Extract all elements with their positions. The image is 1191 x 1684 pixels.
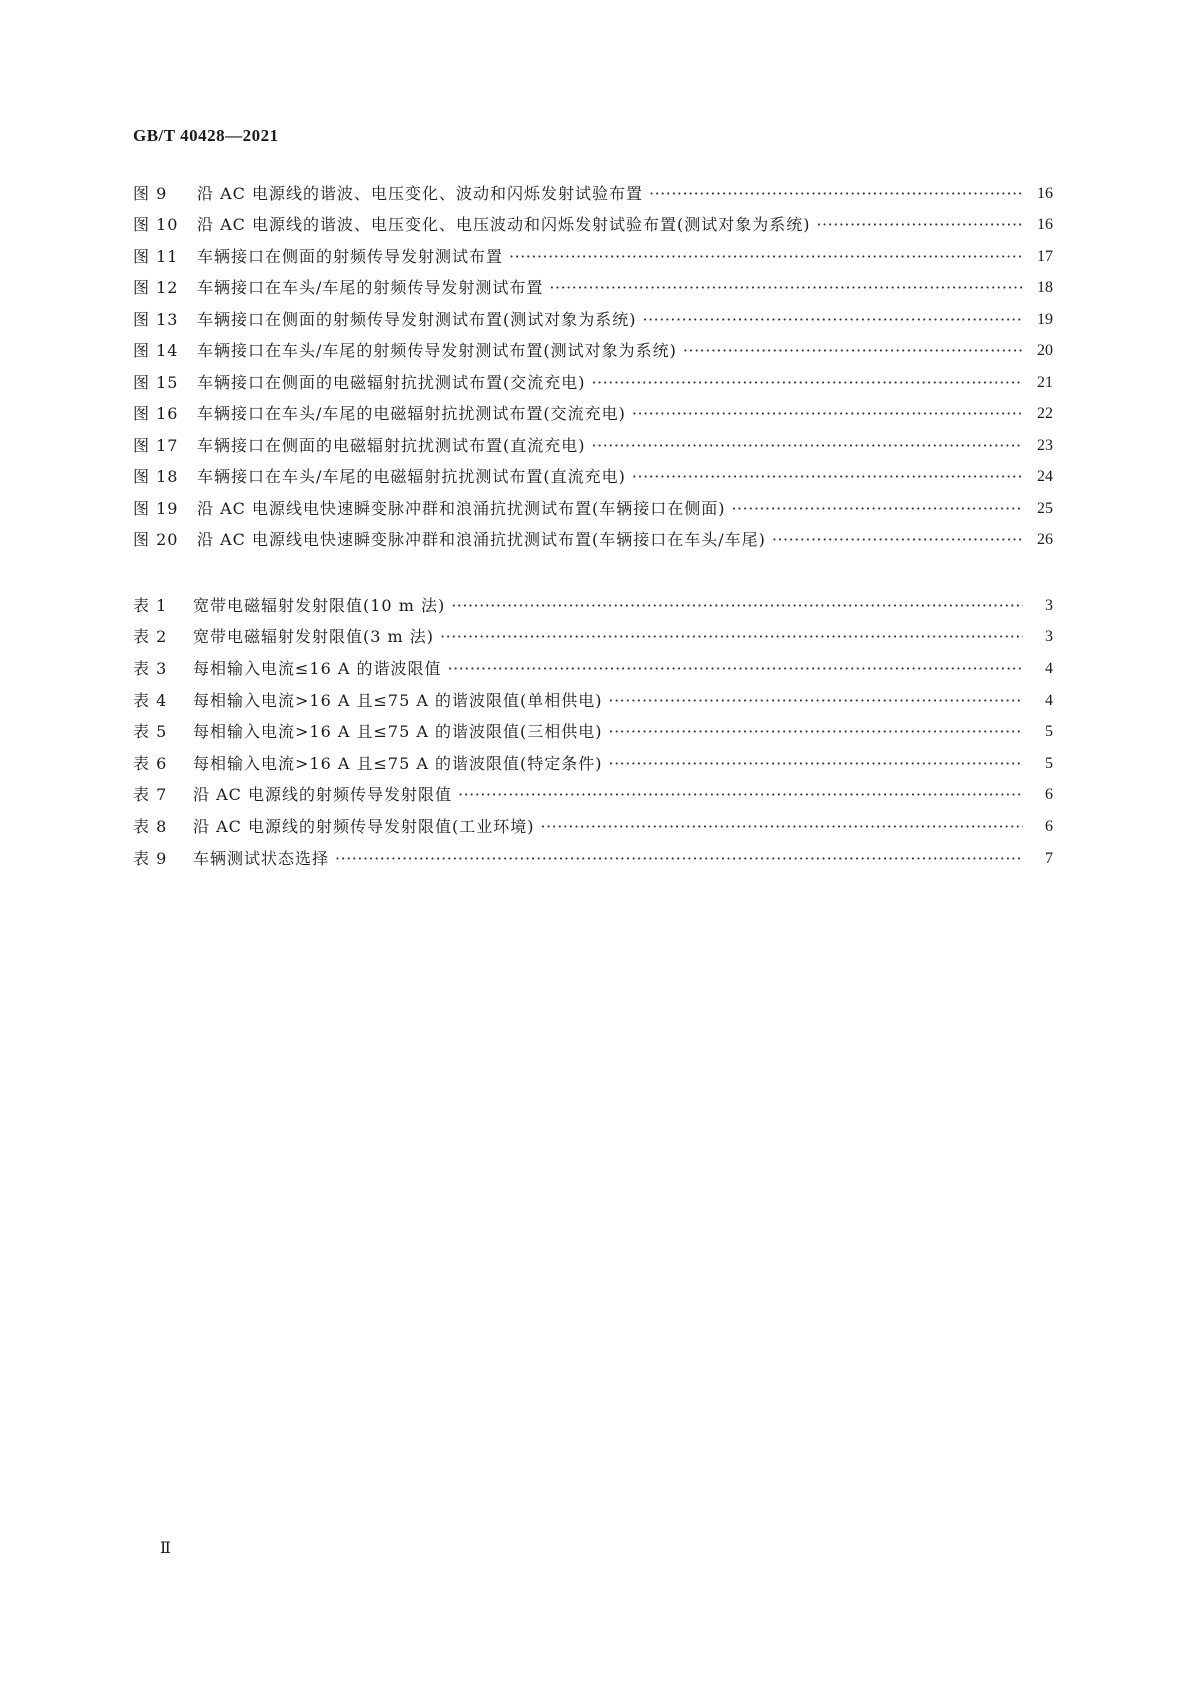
entry-title: 车辆接口在侧面的射频传导发射测试布置(测试对象为系统)	[197, 309, 637, 329]
entry-label: 表 6	[133, 753, 168, 773]
entry-label: 表 5	[133, 722, 168, 742]
entry-page: 24	[1037, 468, 1053, 486]
entry-title: 沿 AC 电源线电快速瞬变脉冲群和浪涌抗扰测试布置(车辆接口在侧面)	[197, 498, 726, 518]
dot-leader	[608, 721, 1023, 743]
dot-leader	[649, 183, 1023, 205]
dot-leader	[816, 214, 1023, 236]
entry-page: 5	[1045, 754, 1053, 772]
page-number: Ⅱ	[160, 1540, 171, 1557]
toc-entry[interactable]	[133, 748, 1053, 780]
entry-label: 图 10	[133, 215, 179, 235]
entry-label: 图 13	[133, 309, 179, 329]
entry-page: 20	[1037, 342, 1053, 360]
entry-label: 表 3	[133, 658, 168, 678]
entry-label: 图 14	[133, 341, 179, 361]
dot-leader	[632, 466, 1023, 488]
dot-leader	[549, 277, 1023, 299]
dot-leader	[683, 340, 1023, 362]
entry-page: 3	[1045, 596, 1053, 614]
dot-leader	[540, 816, 1023, 838]
entry-title: 宽带电磁辐射发射限值(10 m 法)	[193, 595, 446, 615]
dot-leader	[509, 246, 1023, 268]
toc-entry[interactable]	[133, 590, 1053, 622]
entry-label: 图 17	[133, 435, 179, 455]
dot-leader	[643, 309, 1024, 331]
toc-entry[interactable]	[133, 304, 1053, 336]
entry-title: 车辆接口在侧面的射频传导发射测试布置	[197, 246, 504, 266]
entry-title: 沿 AC 电源线的谐波、电压变化、波动和闪烁发射试验布置	[197, 183, 643, 203]
entry-label: 表 8	[133, 816, 168, 836]
entry-title: 车辆接口在侧面的电磁辐射抗扰测试布置(交流充电)	[197, 372, 586, 392]
dot-leader	[731, 498, 1023, 520]
toc-entry[interactable]	[133, 493, 1053, 525]
toc-entry[interactable]	[133, 811, 1053, 843]
entry-label: 图 20	[133, 530, 179, 550]
dot-leader	[592, 435, 1024, 457]
entry-page: 16	[1037, 184, 1053, 202]
dot-leader	[335, 848, 1023, 870]
entry-page: 7	[1045, 849, 1053, 867]
entry-label: 图 18	[133, 467, 179, 487]
entry-title: 每相输入电流>16 A 且≤75 A 的谐波限值(特定条件)	[193, 753, 603, 773]
entry-page: 18	[1037, 279, 1053, 297]
entry-label: 表 1	[133, 595, 168, 615]
entry-page: 16	[1037, 216, 1053, 234]
entry-title: 每相输入电流>16 A 且≤75 A 的谐波限值(三相供电)	[193, 722, 603, 742]
entry-title: 车辆接口在车头/车尾的射频传导发射测试布置	[197, 278, 544, 298]
entry-label: 图 15	[133, 372, 179, 392]
entry-label: 图 11	[133, 246, 179, 266]
entry-title: 沿 AC 电源线的谐波、电压变化、电压波动和闪烁发射试验布置(测试对象为系统)	[197, 215, 811, 235]
figure-list	[133, 178, 1053, 556]
dot-leader	[440, 626, 1023, 648]
dot-leader	[458, 784, 1023, 806]
dot-leader	[608, 753, 1023, 775]
dot-leader	[608, 690, 1023, 712]
toc-entry[interactable]	[133, 273, 1053, 305]
toc-entry[interactable]	[133, 336, 1053, 368]
entry-label: 图 12	[133, 278, 179, 298]
entry-title: 车辆接口在车头/车尾的电磁辐射抗扰测试布置(交流充电)	[197, 404, 626, 424]
entry-page: 4	[1045, 691, 1053, 709]
dot-leader	[772, 529, 1023, 551]
toc-entry[interactable]	[133, 780, 1053, 812]
entry-label: 表 9	[133, 848, 168, 868]
entry-title: 车辆接口在侧面的电磁辐射抗扰测试布置(直流充电)	[197, 435, 586, 455]
dot-leader	[448, 658, 1024, 680]
entry-title: 车辆测试状态选择	[193, 848, 330, 868]
entry-page: 17	[1037, 247, 1053, 265]
toc-entry[interactable]	[133, 653, 1053, 685]
toc-entry[interactable]	[133, 462, 1053, 494]
dot-leader	[592, 372, 1024, 394]
entry-label: 表 2	[133, 627, 168, 647]
entry-page: 4	[1045, 659, 1053, 677]
entry-page: 25	[1037, 499, 1053, 517]
toc-entry[interactable]	[133, 178, 1053, 210]
entry-label: 表 7	[133, 785, 168, 805]
toc-entry[interactable]	[133, 399, 1053, 431]
table-list	[133, 590, 1053, 874]
entry-title: 沿 AC 电源线电快速瞬变脉冲群和浪涌抗扰测试布置(车辆接口在车头/车尾)	[197, 530, 766, 550]
entry-label: 表 4	[133, 690, 168, 710]
entry-page: 22	[1037, 405, 1053, 423]
entry-title: 每相输入电流>16 A 且≤75 A 的谐波限值(单相供电)	[193, 690, 603, 710]
entry-page: 26	[1037, 531, 1053, 549]
entry-page: 19	[1037, 310, 1053, 328]
document-code: GB/T 40428—2021	[133, 126, 279, 145]
entry-label: 图 16	[133, 404, 179, 424]
entry-title: 每相输入电流≤16 A 的谐波限值	[193, 658, 442, 678]
entry-page: 21	[1037, 373, 1053, 391]
entry-page: 23	[1037, 436, 1053, 454]
toc-entry[interactable]	[133, 685, 1053, 717]
entry-page: 5	[1045, 723, 1053, 741]
entry-page: 3	[1045, 628, 1053, 646]
entry-title: 车辆接口在车头/车尾的射频传导发射测试布置(测试对象为系统)	[197, 341, 677, 361]
entry-title: 沿 AC 电源线的射频传导发射限值	[193, 785, 452, 805]
entry-label: 图 19	[133, 498, 179, 518]
entry-title: 车辆接口在车头/车尾的电磁辐射抗扰测试布置(直流充电)	[197, 467, 626, 487]
entry-page: 6	[1045, 786, 1053, 804]
entry-title: 宽带电磁辐射发射限值(3 m 法)	[193, 627, 435, 647]
toc-entry[interactable]	[133, 622, 1053, 654]
dot-leader	[632, 403, 1023, 425]
toc-entry[interactable]	[133, 367, 1053, 399]
toc-entry[interactable]	[133, 430, 1053, 462]
toc-entry[interactable]	[133, 241, 1053, 273]
toc-entry[interactable]	[133, 210, 1053, 242]
dot-leader	[451, 595, 1023, 617]
toc-entry[interactable]	[133, 716, 1053, 748]
entry-title: 沿 AC 电源线的射频传导发射限值(工业环境)	[193, 816, 535, 836]
entry-page: 6	[1045, 817, 1053, 835]
toc-entry[interactable]	[133, 525, 1053, 557]
entry-label: 图 9	[133, 183, 168, 203]
toc-entry[interactable]	[133, 843, 1053, 875]
